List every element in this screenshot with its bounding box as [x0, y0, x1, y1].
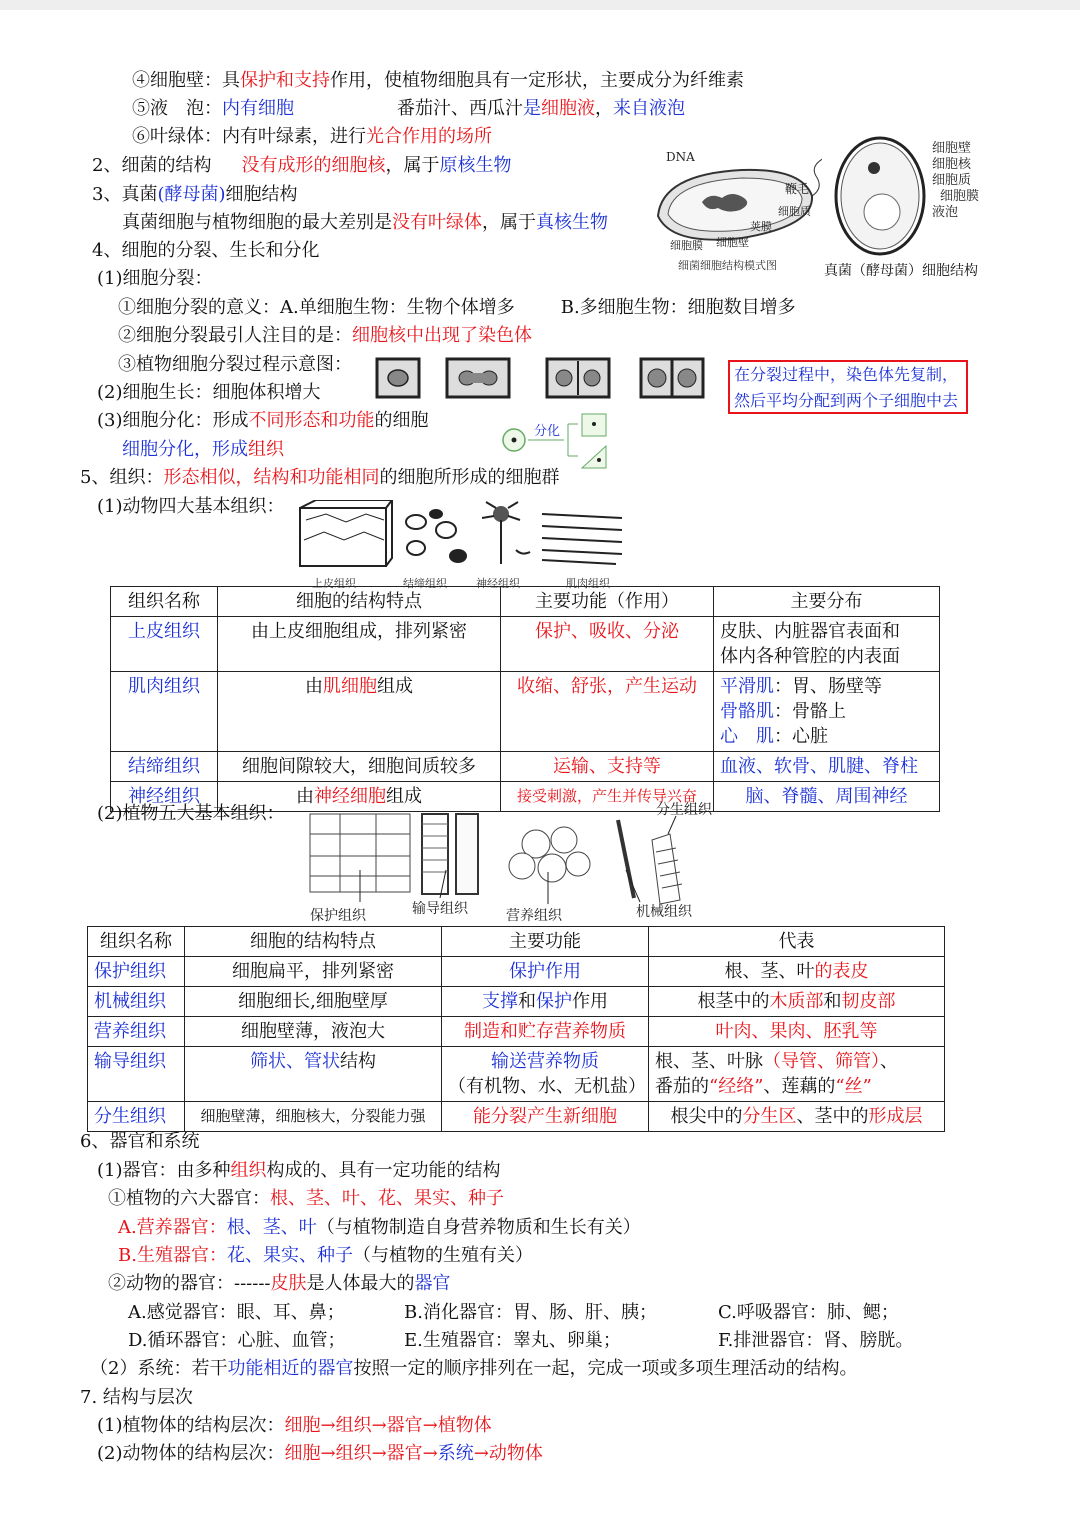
- bacteria-caption: 细菌细胞结构模式图: [678, 259, 777, 272]
- yeast-label-wall: 细胞壁: [932, 141, 972, 156]
- cell-distribution: 平滑肌：胃、肠壁等 骨骼肌：骨骼上 心 肌：心脏: [714, 672, 940, 752]
- header-tissue-name: 组织名称: [111, 587, 218, 617]
- cell-representative: 根、茎、叶脉（导管、筛管）、 番茄的“经络”、莲藕的“丝”: [649, 1047, 945, 1102]
- yeast-label-membrane: 细胞膜: [940, 189, 980, 204]
- line-fungi-title: 3、真菌(酵母菌)细胞结构: [92, 184, 298, 205]
- line-vacuole: ⑤液 泡：内有细胞 番茄汁、西瓜汁是细胞液，来自液泡: [132, 98, 685, 119]
- table-row: [88, 1102, 945, 1132]
- cell-name: 肌肉组织: [111, 672, 218, 752]
- table-header-row: [88, 927, 945, 957]
- cell-name: 保护组织: [88, 957, 185, 987]
- bacteria-label-flagella: 鞭毛: [785, 182, 810, 196]
- line-organs-title: 6、器官和系统: [80, 1131, 200, 1152]
- division-stage-1: [377, 359, 419, 397]
- cell-function: 保护作用: [442, 957, 649, 987]
- header-representative: 代表: [649, 927, 945, 957]
- division-stage-3: [547, 359, 609, 397]
- cell-feature: 细胞壁薄，细胞核大，分裂能力强: [185, 1102, 442, 1132]
- cell-name: 分生组织: [88, 1102, 185, 1132]
- line-cell-wall: ④细胞壁：具保护和支持作用，使植物细胞具有一定形状，主要成分为纤维素: [132, 70, 744, 91]
- cell-feature: 由神经细胞组成: [218, 782, 501, 812]
- line-division-notable: ②细胞分裂最引人注目的是：细胞核中出现了染色体: [118, 325, 532, 346]
- cell-representative: 根、茎、叶的表皮: [649, 957, 945, 987]
- caption-mechanical: 机械组织: [636, 904, 692, 920]
- caption-nerve: 神经组织: [476, 577, 520, 590]
- caption-nutrient: 营养组织: [506, 908, 562, 924]
- table-row: [88, 1017, 945, 1047]
- table-row: [111, 617, 940, 672]
- cell-feature: 细胞间隙较大，细胞间质较多: [218, 752, 501, 782]
- cell-function: 输送营养物质 （有机物、水、无机盐）: [442, 1047, 649, 1102]
- table-header-row: [111, 587, 940, 617]
- cell-representative: 根尖中的分生区、茎中的形成层: [649, 1102, 945, 1132]
- yeast-label-cytoplasm: 细胞质: [932, 173, 972, 188]
- cell-function: 支撑和保护作用: [442, 987, 649, 1017]
- cell-distribution: 脑、脊髓、周围神经: [714, 782, 940, 812]
- yeast-label-nucleus: 细胞核: [932, 157, 972, 172]
- line-division-sub: (1)细胞分裂：: [97, 268, 213, 289]
- cell-name: 营养组织: [88, 1017, 185, 1047]
- mechanical-tissue-image: [618, 820, 640, 902]
- cell-function: 收缩、舒张，产生运动: [501, 672, 714, 752]
- line-fungi-diff: 真菌细胞与植物细胞的最大差别是没有叶绿体，属于真核生物: [122, 212, 608, 233]
- line-chloroplast: ⑥叶绿体：内有叶绿素，进行光合作用的场所: [132, 126, 492, 147]
- line-animal-tissues: (1)动物四大基本组织：: [97, 496, 285, 517]
- protective-tissue-image: [310, 814, 410, 902]
- cell-function: 能分裂产生新细胞: [442, 1102, 649, 1132]
- yeast-diagram: [832, 134, 932, 258]
- header-function: 主要功能（作用）: [501, 587, 714, 617]
- chromosome-note-box: 在分裂过程中，染色体先复制， 然后平均分配到两个子细胞中去: [728, 360, 968, 414]
- epithelial-tissue-image: [300, 500, 392, 566]
- muscle-tissue-image: [542, 514, 622, 564]
- cell-name: 上皮组织: [111, 617, 218, 672]
- plant-tissue-images: [296, 810, 746, 906]
- nerve-tissue-image: [482, 502, 530, 564]
- page: [0, 10, 1080, 1539]
- line-levels-title: 7. 结构与层次: [80, 1387, 193, 1408]
- cell-function: 制造和贮存营养物质: [442, 1017, 649, 1047]
- connective-tissue-image: [406, 509, 467, 563]
- nutrient-tissue-image: [509, 827, 590, 904]
- plant-tissue-table: [87, 926, 945, 1132]
- line-plant-tissues: (2)植物五大基本组织：: [97, 803, 285, 824]
- yeast-label-vacuole: 液泡: [932, 205, 959, 220]
- line-cell-differentiation: (3)细胞分化：形成不同形态和功能的细胞: [97, 410, 429, 431]
- cell-feature: 由上皮细胞组成，排列紧密: [218, 617, 501, 672]
- table-row: [88, 987, 945, 1017]
- cell-name: 输导组织: [88, 1047, 185, 1102]
- caption-epithelial: 上皮组织: [312, 577, 356, 590]
- bacteria-label-membrane: 细胞膜: [670, 239, 703, 252]
- header-structure: 细胞的结构特点: [218, 587, 501, 617]
- cell-feature: 细胞细长,细胞壁厚: [185, 987, 442, 1017]
- caption-protective: 保护组织: [310, 908, 366, 924]
- line-division-diagram-label: ③植物细胞分裂过程示意图：: [118, 354, 352, 375]
- line-organs-def: D.循环器官：心脏、血管； E.生殖器官：睾丸、卵巢； F.排泄器官：肾、膀胱。: [128, 1330, 914, 1351]
- differentiation-label: 分化: [534, 424, 561, 439]
- line-plant-levels: (1)植物体的结构层次：细胞→组织→器官→植物体: [97, 1415, 492, 1436]
- line-animal-organs: ②动物的器官：------皮肤是人体最大的器官: [108, 1273, 451, 1294]
- line-differentiation-tissue: 细胞分化，形成组织: [122, 439, 284, 460]
- animal-tissue-table: [110, 586, 940, 812]
- conducting-tissue-image: [422, 814, 478, 898]
- bacteria-label-capsule: 荚膜: [750, 220, 772, 233]
- cell-representative: 叶肉、果肉、胚乳等: [649, 1017, 945, 1047]
- cell-feature: 细胞扁平，排列紧密: [185, 957, 442, 987]
- line-division-meaning: ①细胞分裂的意义：A.单细胞生物：生物个体增多 B.多细胞生物：细胞数目增多: [118, 297, 796, 318]
- meristem-tissue-image: [652, 816, 682, 904]
- animal-tissue-images: [296, 500, 626, 570]
- cell-name: 神经组织: [111, 782, 218, 812]
- table-row: [111, 672, 940, 752]
- cell-feature: 由肌细胞组成: [218, 672, 501, 752]
- line-animal-levels: (2)动物体的结构层次：细胞→组织→器官→系统→动物体: [97, 1443, 543, 1464]
- line-bacteria-structure: 2、细菌的结构 没有成形的细胞核，属于原核生物: [92, 155, 512, 176]
- line-tissue-def: 5、组织：形态相似，结构和功能相同的细胞所形成的细胞群: [80, 467, 560, 488]
- cell-name: 结缔组织: [111, 752, 218, 782]
- division-stage-4: [641, 359, 703, 397]
- cell-function: 运输、支持等: [501, 752, 714, 782]
- bacteria-label-dna: DNA: [666, 150, 695, 164]
- cell-representative: 根茎中的木质部和韧皮部: [649, 987, 945, 1017]
- table-row: [88, 1047, 945, 1102]
- caption-muscle: 肌肉组织: [566, 577, 610, 590]
- caption-conducting: 输导组织: [412, 901, 468, 917]
- header-structure: 细胞的结构特点: [185, 927, 442, 957]
- line-organs-abc: A.感觉器官：眼、耳、鼻； B.消化器官：胃、肠、肝、胰； C.呼吸器官：肺、鳃；: [128, 1302, 899, 1323]
- caption-connective: 结缔组织: [403, 577, 447, 590]
- cell-name: 机械组织: [88, 987, 185, 1017]
- cell-division-diagram: [375, 355, 715, 403]
- cell-feature: 细胞壁薄，液泡大: [185, 1017, 442, 1047]
- yeast-caption: 真菌（酵母菌）细胞结构: [824, 263, 978, 279]
- table-row: [88, 957, 945, 987]
- line-organ-def: (1)器官：由多种组织构成的、具有一定功能的结构: [97, 1160, 501, 1181]
- cell-function: 接受刺激，产生并传导兴奋: [501, 782, 714, 812]
- header-tissue-name: 组织名称: [88, 927, 185, 957]
- line-plant-organs: ①植物的六大器官：根、茎、叶、花、果实、种子: [108, 1188, 504, 1209]
- bacteria-label-wall: 细胞壁: [716, 236, 749, 249]
- header-function: 主要功能: [442, 927, 649, 957]
- table-row: [111, 752, 940, 782]
- division-stage-2: [447, 359, 509, 397]
- caption-meristem: 分生组织: [656, 802, 712, 818]
- header-distribution: 主要分布: [714, 587, 940, 617]
- line-vegetative-organs: A.营养器官：根、茎、叶（与植物制造自身营养物质和生长有关）: [118, 1217, 641, 1238]
- line-cell-growth: (2)细胞生长：细胞体积增大: [97, 382, 321, 403]
- line-reproductive-organs: B.生殖器官：花、果实、种子（与植物的生殖有关）: [118, 1245, 533, 1266]
- cell-distribution: 血液、软骨、肌腱、脊柱: [714, 752, 940, 782]
- line-system-def: （2）系统：若干功能相近的器官按照一定的顺序排列在一起，完成一项或多项生理活动的结构。: [90, 1358, 858, 1379]
- bacteria-label-cytoplasm: 细胞质: [778, 205, 811, 218]
- cell-distribution: 皮肤、内脏器官表面和 体内各种管腔的内表面: [714, 617, 940, 672]
- cell-function: 保护、吸收、分泌: [501, 617, 714, 672]
- cell-feature: 筛状、管状结构: [185, 1047, 442, 1102]
- line-cell-division-title: 4、细胞的分裂、生长和分化: [92, 240, 320, 261]
